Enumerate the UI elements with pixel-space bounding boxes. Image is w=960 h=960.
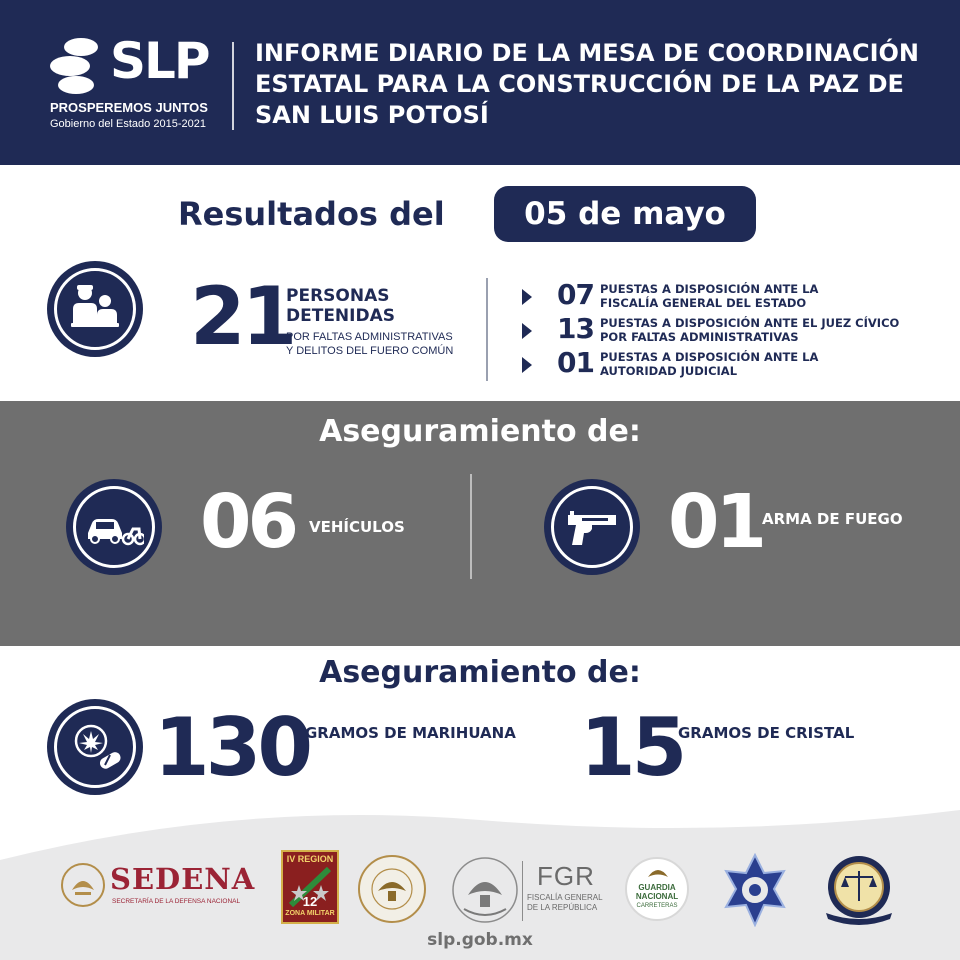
justice-scales-icon [818,853,900,927]
detained-label-line2: DETENIDAS [286,306,395,326]
disposition-line1: PUESTAS A DISPOSICIÓN ANTE EL JUEZ CÍVICO [600,316,900,330]
disposition-count: 07 [557,278,594,311]
vehicles-label: VEHÍCULOS [309,518,405,536]
firearms-label: ARMA DE FUEGO [762,510,903,528]
guardia-nacional-carreteras-logo [625,857,689,921]
disposition-row [522,346,942,380]
disposition-line2: AUTORIDAD JUDICIAL [600,364,738,378]
disposition-row [522,278,942,312]
fgr-name: FGR [537,861,595,891]
logo-tagline: PROSPEREMOS JUNTOS [50,100,208,115]
slp-logo-mark [50,38,114,96]
detained-label [286,286,395,326]
disposition-count: 13 [557,312,594,345]
police-star-badge [718,853,792,927]
fiscalia-estado-seal [818,853,900,927]
slp-logo [50,32,220,138]
gn-name-line1: GUARDIA [638,883,676,892]
zona-militar-badge [281,850,339,924]
zone-label: ZONA MILITAR [285,910,335,917]
seizure-divider [470,474,472,579]
vehicles-count: 06 [200,479,295,565]
detained-count: 21 [190,270,294,363]
detained-label-line1: PERSONAS [286,286,390,306]
gn-carreteras-sub: CARRETERAS [636,903,678,909]
disposition-line2: POR FALTAS ADMINISTRATIVAS [600,330,799,344]
fgr-sub1: FISCALÍA GENERAL [527,893,603,902]
disposition-line2: FISCALÍA GENERAL DEL ESTADO [600,296,807,310]
coat-of-arms-icon [450,855,520,925]
eagle-icon [646,863,670,883]
disposition-text [600,316,930,344]
disposition-text [600,350,930,378]
guardia-nacional-seal [358,855,426,923]
disposition-text [600,282,930,310]
website-url[interactable]: slp.gob.mx [427,930,533,950]
seizure-heading: Aseguramiento de: [319,414,641,449]
mexico-coat-of-arms [450,855,520,925]
arrow-right-icon [522,289,532,305]
region-label: IV REGION [286,854,334,864]
fgr-sub2: DE LA REPÚBLICA [527,903,598,912]
car-motorcycle-icon [66,479,162,575]
gn-carreteras-name [627,883,687,901]
footer-logos [0,845,960,935]
detained-sublabel-line2: Y DELITOS DEL FUERO COMÚN [286,345,454,357]
results-divider [486,278,488,381]
crystal-label: GRAMOS DE CRISTAL [678,724,855,742]
detained-sublabel-line1: POR FALTAS ADMINISTRATIVAS [286,331,453,343]
report-title: INFORME DIARIO DE LA MESA DE COORDINACIÓN ESTATAL PARA LA CONSTRUCCIÓN DE LA PAZ DE SAN LUIS POTOSÍ [255,39,920,129]
drugs-icon [47,699,143,795]
logo-text: SLP [110,32,209,90]
sedena-sub: SECRETARÍA DE LA DEFENSA NACIONAL [112,898,241,905]
marijuana-label: GRAMOS DE MARIHUANA [305,724,516,742]
arrow-right-icon [522,323,532,339]
mexican-eagle-seal-icon [60,862,106,908]
gn-name-line2: NACIONAL [635,892,679,901]
results-heading: Resultados del [178,195,445,233]
firearms-count: 01 [668,479,763,565]
disposition-line1: PUESTAS A DISPOSICIÓN ANTE LA [600,282,819,296]
arrow-right-icon [522,357,532,373]
sedena-name: SEDENA [110,862,256,896]
crystal-count: 15 [580,701,684,794]
logo-subtitle: Gobierno del Estado 2015-2021 [50,118,206,130]
handgun-icon [544,479,640,575]
date-badge: 05 de mayo [494,186,756,242]
header-divider [232,42,234,130]
eagle-icon [370,867,414,911]
seizure-heading-2: Aseguramiento de: [319,655,641,690]
marijuana-count: 130 [154,701,309,794]
disposition-row [522,312,942,346]
sedena-logo [60,862,260,912]
star-badge-icon [718,853,792,927]
detained-sublabel [286,330,453,358]
header-banner [0,0,960,165]
disposition-line1: PUESTAS A DISPOSICIÓN ANTE LA [600,350,819,364]
zone-number: 12 [302,894,318,909]
disposition-count: 01 [557,346,594,379]
detained-persons-icon [47,261,143,357]
fgr-logo [522,861,602,921]
